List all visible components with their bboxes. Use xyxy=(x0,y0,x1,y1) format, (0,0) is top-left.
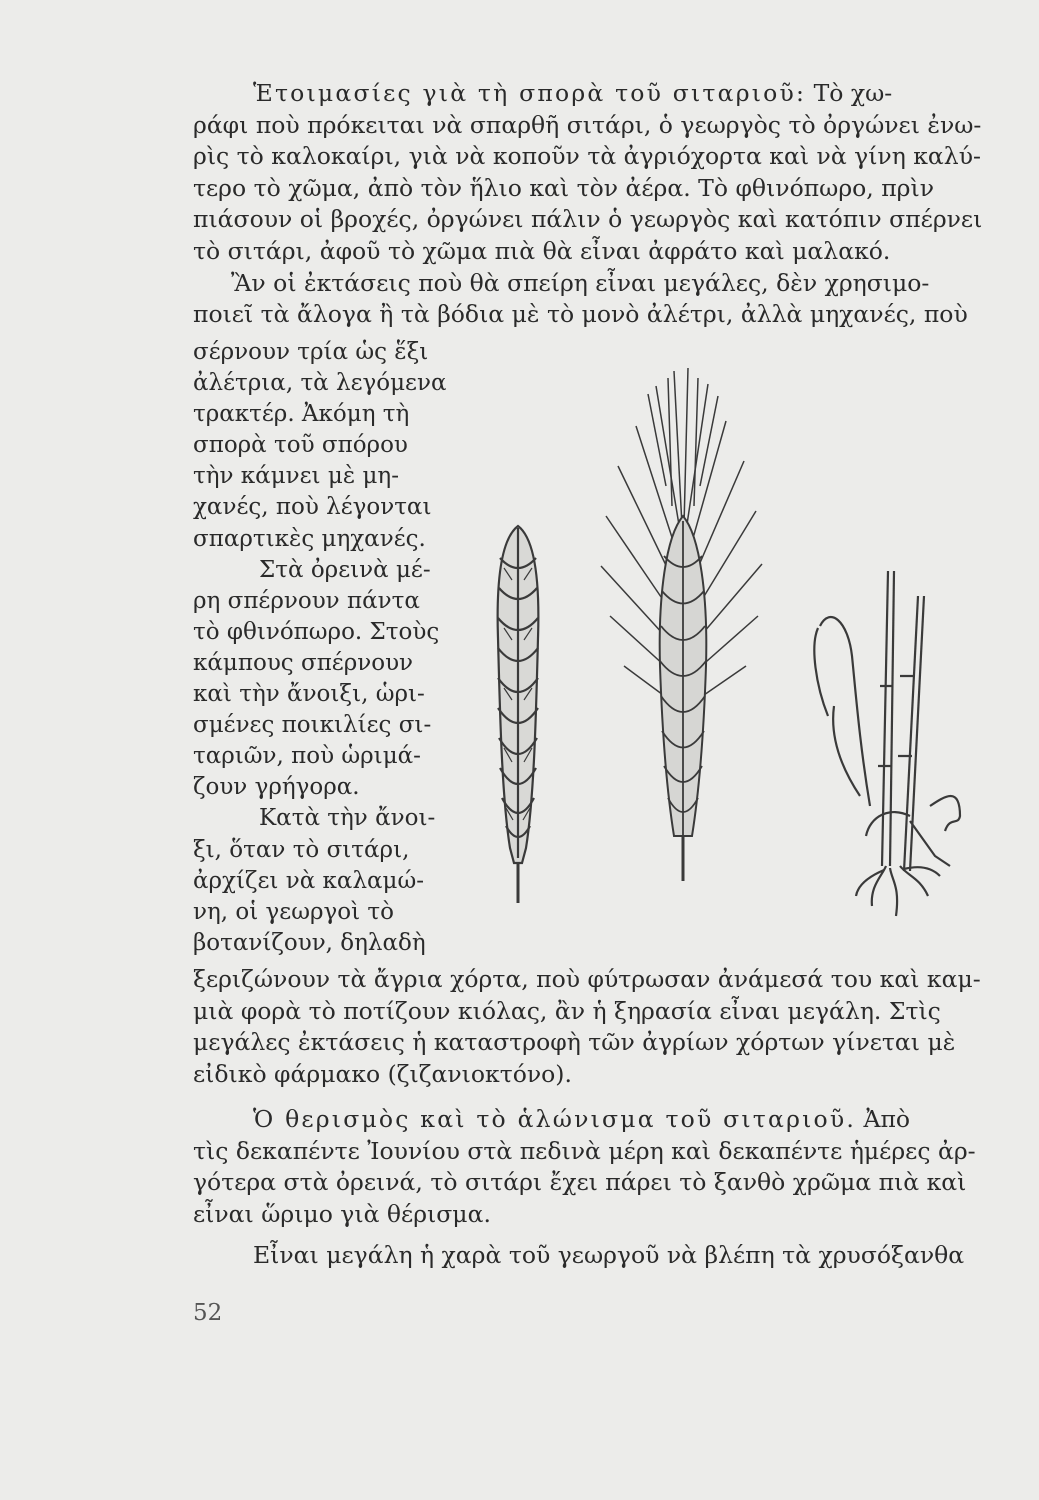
paragraph-line: μεγάλες ἐκτάσεις ἡ καταστροφὴ τῶν ἀγρίων χόρτων γίνεται μὲ xyxy=(193,1028,956,1057)
section-1-bottom xyxy=(193,964,981,1090)
paragraph-line: Ἑτοιμασίες γιὰ τὴ σπορὰ τοῦ σιταριοῦ: Τὸ χω- xyxy=(253,79,893,107)
column-line: τὸ φθινόπωρο. Στοὺς xyxy=(193,618,440,645)
column-line: νη, οἱ γεωργοὶ τὸ xyxy=(193,898,394,925)
paragraph-line: ποιεῖ τὰ ἄλογα ἢ τὰ βόδια μὲ τὸ μονὸ ἀλέτρι, ἀλλὰ μηχανές, ποὺ xyxy=(193,300,968,329)
paragraph-line: εἰδικὸ φάρμακο (ζιζανιοκτόνο). xyxy=(193,1059,572,1088)
paragraph-line: ρὶς τὸ καλοκαίρι, γιὰ νὰ κοποῦν τὰ ἀγριόχορτα καὶ νὰ γίνη καλύ- xyxy=(193,142,981,171)
paragraph-line: γότερα στὰ ὀρεινά, τὸ σιτάρι ἔχει πάρει τὸ ξανθὸ χρῶμα πιὰ καὶ xyxy=(193,1168,967,1197)
paragraph-line: τὸ σιτάρι, ἀφοῦ τὸ χῶμα πιὰ θὰ εἶναι ἀφράτο καὶ μαλακό. xyxy=(193,236,891,265)
wheat-plant-icon xyxy=(800,566,980,936)
paragraph-line: ξεριζώνουν τὰ ἄγρια χόρτα, ποὺ φύτρωσαν ἀνάμεσά του καὶ καμ- xyxy=(193,965,981,993)
paragraph-line: Ἂν οἱ ἐκτάσεις ποὺ θὰ σπείρη εἶναι μεγάλες, δὲν χρησιμο- xyxy=(231,268,930,297)
column-line: Κατὰ τὴν ἄνοι- xyxy=(259,805,436,832)
column-line: ξι, ὅταν τὸ σιτάρι, xyxy=(193,836,410,863)
section-heading: Ἑτοιμασίες γιὰ τὴ σπορὰ τοῦ σιταριοῦ: xyxy=(253,79,807,107)
paragraph-line: ράφι ποὺ πρόκειται νὰ σπαρθῆ σιτάρι, ὁ γεωργὸς τὸ ὀργώνει ἐνω- xyxy=(193,110,982,139)
column-line: ρη σπέρνουν πάντα xyxy=(193,587,420,614)
column-line: σπαρτικὲς μηχανές. xyxy=(193,525,426,552)
paragraph-line: πιάσουν οἱ βροχές, ὀργώνει πάλιν ὁ γεωργὸς καὶ κατόπιν σπέρνει xyxy=(193,205,983,234)
column-line: ἀρχίζει νὰ καλαμώ- xyxy=(193,867,425,894)
section-1-top xyxy=(193,78,982,331)
paragraph-line: εἶναι ὥριμο γιὰ θέρισμα. xyxy=(193,1199,491,1228)
column-line: ζουν γρήγορα. xyxy=(193,774,360,801)
section-1-narrow-column xyxy=(193,337,446,959)
column-line: ταριῶν, ποὺ ὡριμά- xyxy=(193,743,421,770)
page-number: 52 xyxy=(193,1300,223,1326)
column-line: σέρνουν τρία ὡς ἕξι xyxy=(193,339,429,365)
column-line: ἀλέτρια, τὰ λεγόμενα xyxy=(193,370,447,397)
column-line: καὶ τὴν ἄνοιξι, ὡρι- xyxy=(193,681,425,708)
paragraph-line: τερο τὸ χῶμα, ἀπὸ τὸν ἥλιο καὶ τὸν ἀέρα. Τὸ φθινόπωρο, πρὶν xyxy=(193,173,934,202)
paragraph-line: Ὁ θερισμὸς καὶ τὸ ἁλώνισμα τοῦ σιταριοῦ. Ἀπὸ xyxy=(253,1105,911,1133)
section-2 xyxy=(193,1104,976,1272)
column-line: Στὰ ὀρεινὰ μέ- xyxy=(259,556,431,583)
section-heading: Ὁ θερισμὸς καὶ τὸ ἁλώνισμα τοῦ σιταριοῦ. xyxy=(253,1105,857,1133)
wheat-ear-icon xyxy=(478,518,558,908)
paragraph-line: μιὰ φορὰ τὸ ποτίζουν κιόλας, ἂν ἡ ξηρασία εἶναι μεγάλη. Στὶς xyxy=(193,996,941,1025)
column-line: χανές, ποὺ λέγονται xyxy=(193,494,432,521)
column-line: σμένες ποικιλίες σι- xyxy=(193,712,432,739)
column-line: βοτανίζουν, δηλαδὴ xyxy=(193,929,426,956)
paragraph-line: Εἶναι μεγάλη ἡ χαρὰ τοῦ γεωργοῦ νὰ βλέπη τὰ χρυσόξανθα xyxy=(253,1241,965,1270)
column-line: σπορὰ τοῦ σπόρου xyxy=(193,432,408,459)
paragraph-line: τὶς δεκαπέντε Ἰουνίου στὰ πεδινὰ μέρη καὶ δεκαπέντε ἡμέρες ἀρ- xyxy=(193,1136,976,1165)
column-line: κάμπους σπέρνουν xyxy=(193,649,414,676)
bearded-wheat-ear-icon xyxy=(596,366,771,886)
column-line: τρακτέρ. Ἀκόμη τὴ xyxy=(193,401,410,428)
column-line: τὴν κάμνει μὲ μη- xyxy=(193,463,399,490)
